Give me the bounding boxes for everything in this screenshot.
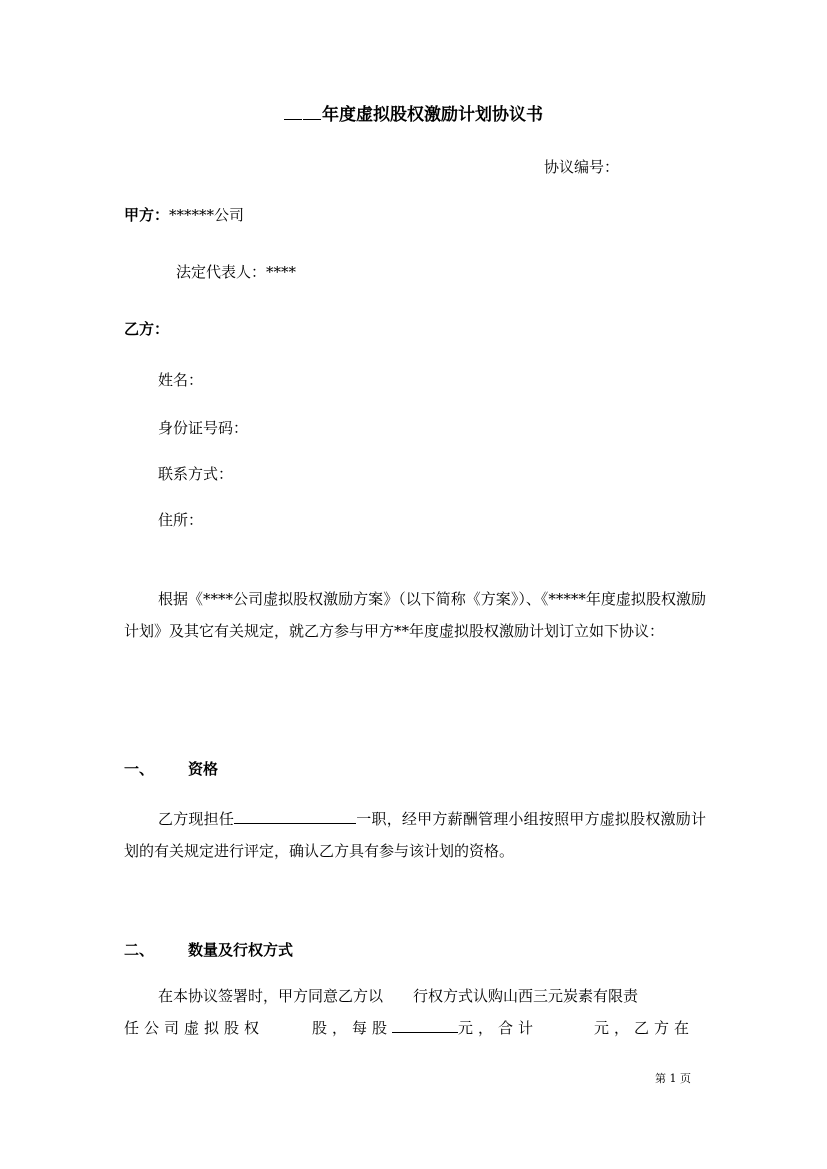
- price-blank: [392, 1031, 458, 1033]
- document-title: [0, 100, 827, 125]
- party-b-name-field: 姓名：: [158, 371, 204, 389]
- agreement-number-label: 协议编号：: [544, 158, 620, 176]
- section-1-title: 资格: [188, 760, 219, 778]
- section-1-number: 一、: [124, 760, 155, 778]
- party-b-contact-field: 联系方式：: [158, 465, 234, 483]
- section-2-line-2-d: 元，乙方在: [594, 1019, 695, 1037]
- party-b-address-field: 住所：: [158, 511, 204, 529]
- title-year-blank: [284, 119, 302, 120]
- section-2-number: 二、: [124, 941, 155, 959]
- section-2-heading: [124, 939, 293, 960]
- section-2-line-2-a: 任公司虚拟股权: [124, 1019, 265, 1037]
- title-year-blank-2: [303, 119, 321, 120]
- section-1-heading: [124, 758, 218, 779]
- party-a-value: ******公司: [169, 206, 245, 224]
- party-b-id-field: 身份证号码：: [158, 419, 249, 437]
- section-1-text-b: 一职，经甲方薪酬管理小组按照甲方虚拟股权激励计划的有关规定进行评定，确认乙方具有参与该计划的资格。: [124, 810, 706, 860]
- position-blank: [234, 822, 356, 824]
- section-2-title: 数量及行权方式: [188, 941, 294, 959]
- page-number-suffix: 页: [680, 1072, 691, 1085]
- party-b-label: 乙方：: [124, 320, 170, 338]
- legal-representative: 法定代表人：****: [176, 263, 297, 281]
- section-2-line-1-a: 在本协议签署时，甲方同意乙方以: [158, 987, 384, 1005]
- section-2-line-2-c: 元，合计: [458, 1019, 539, 1037]
- title-text: 年度虚拟股权激励计划协议书: [322, 105, 543, 125]
- section-2-line-2: [124, 1017, 694, 1038]
- page-number-prefix: 第: [655, 1072, 666, 1085]
- intro-paragraph: 根据《****公司虚拟股权激励方案》（以下简称《方案》）、《*****年度虚拟股权激励计划》及其它有关规定，就乙方参与甲方**年度虚拟股权激励计划订立如下协议：: [124, 590, 706, 640]
- section-1-text-a: 乙方现担任: [158, 810, 235, 828]
- page-number-label: [655, 1070, 691, 1086]
- party-a-label: 甲方：: [124, 206, 170, 224]
- party-a-line: [124, 204, 244, 225]
- section-2-line-2-b: 股，每股: [312, 1019, 393, 1037]
- section-1-paragraph: [124, 803, 706, 867]
- page-number: 1: [669, 1072, 677, 1085]
- section-2-line-1: [158, 985, 638, 1006]
- section-2-line-1-b: 行权方式认购山西三元炭素有限责: [413, 987, 639, 1005]
